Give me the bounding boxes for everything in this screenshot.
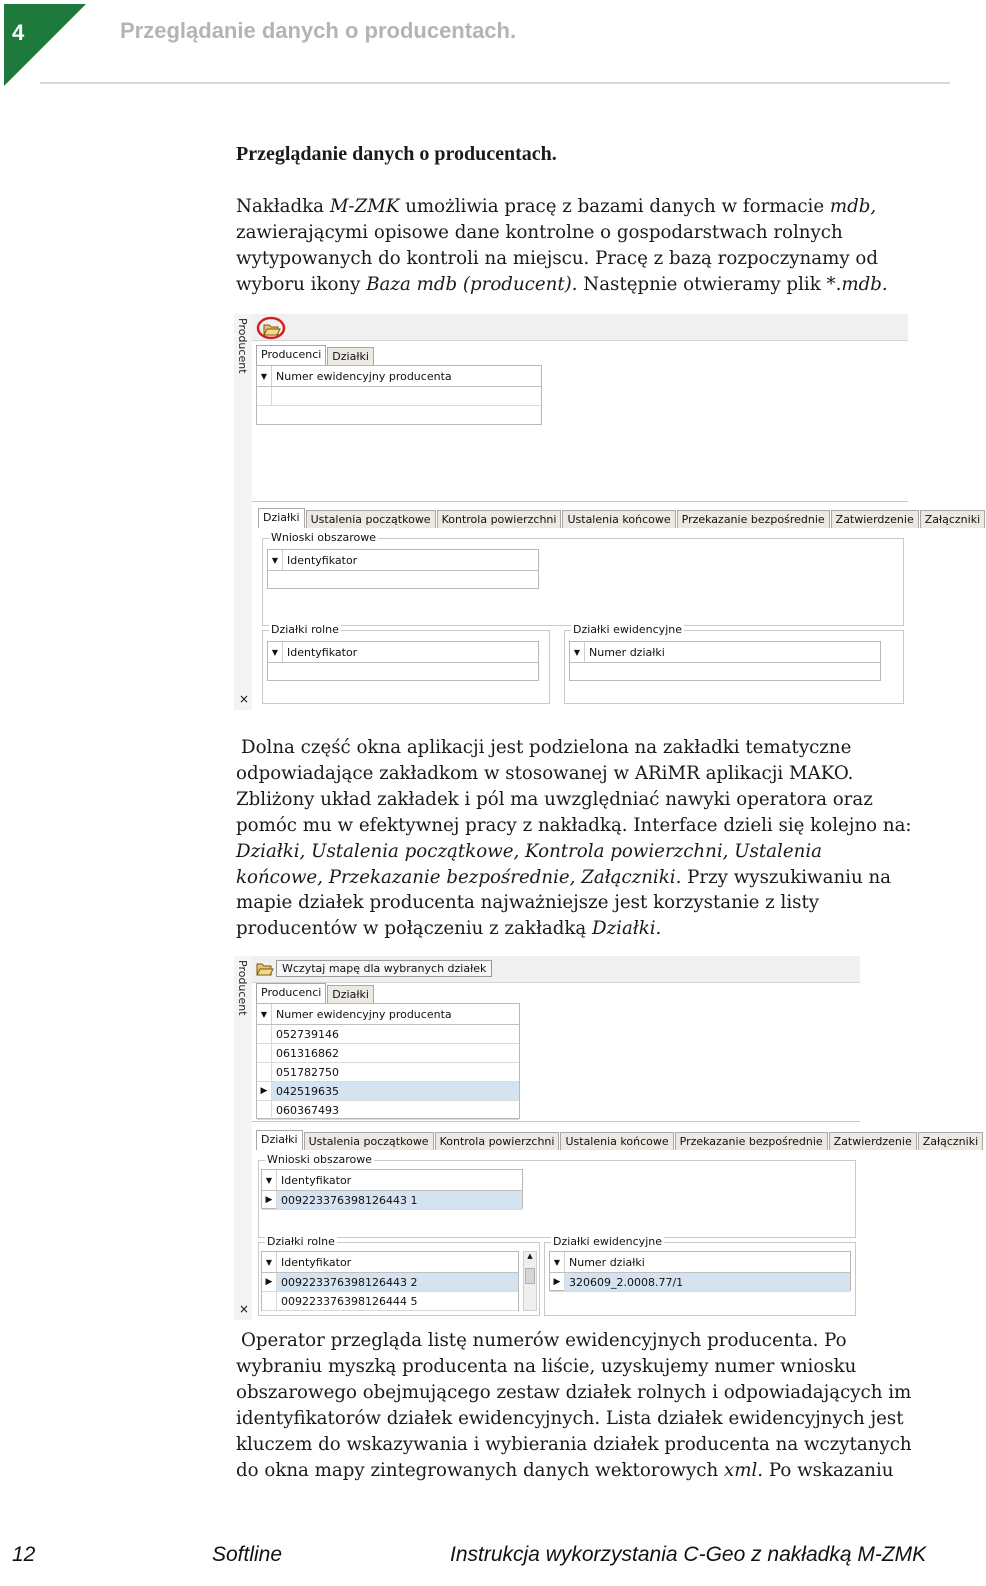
sidebar-label: Producent	[236, 960, 249, 1016]
column-header-numer-dzialki[interactable]: Numer działki	[564, 1252, 645, 1272]
toolbar	[252, 956, 860, 983]
tab-producenci[interactable]: Producenci	[256, 345, 326, 365]
sort-arrow-icon[interactable]: ▼	[260, 371, 268, 381]
group-dzialki-rolne: Działki rolne ▼ Identyfikator ▶ 009223376398126443 2 009223376398126444 5 ▲	[258, 1242, 540, 1316]
producer-number-cell: 060367493	[271, 1101, 519, 1119]
sort-arrow-icon[interactable]: ▼	[271, 647, 279, 657]
table-row[interactable]: ▶ 009223376398126443 1	[262, 1191, 522, 1210]
scroll-up-icon[interactable]: ▲	[527, 1252, 533, 1260]
tab-zalaczniki[interactable]: Załączniki	[920, 510, 985, 528]
producers-panel	[252, 983, 860, 1121]
column-header-producer-number[interactable]: Numer ewidencyjny producenta	[271, 1004, 452, 1024]
table-row[interactable]: 009223376398126444 5	[262, 1292, 518, 1311]
table-row[interactable]	[257, 1082, 519, 1101]
producer-number-cell: 061316862	[271, 1044, 519, 1062]
producer-sidebar	[234, 314, 253, 710]
table-row[interactable]: ▶ 320609_2.0008.77/1	[550, 1273, 850, 1292]
column-header-numer-dzialki[interactable]: Numer działki	[584, 642, 665, 662]
details-panel	[252, 501, 981, 711]
close-icon[interactable]: ×	[239, 692, 250, 706]
footer-doc-title: Instrukcja wykorzystania C-Geo z nakładką M-ZMK	[450, 1543, 927, 1566]
sort-arrow-icon[interactable]: ▼	[271, 555, 279, 565]
sidebar-label: Producent	[236, 318, 249, 374]
row-pointer-icon: ▶	[265, 1277, 273, 1287]
sort-arrow-icon[interactable]: ▼	[553, 1257, 561, 1267]
page-number: 12	[12, 1543, 36, 1566]
column-header-identyfikator[interactable]: Identyfikator	[276, 1170, 351, 1190]
tab-producenci[interactable]: Producenci	[256, 983, 326, 1003]
scroll-thumb[interactable]	[525, 1268, 535, 1284]
chapter-title: Przeglądanie danych o producentach.	[120, 18, 517, 43]
row-pointer-icon: ▶	[265, 1195, 273, 1205]
rolne-grid	[261, 1251, 519, 1311]
tab-zalaczniki[interactable]: Załączniki	[918, 1132, 983, 1150]
producers-grid	[256, 365, 542, 425]
group-wnioski: Wnioski obszarowe ▼ Identyfikator ▶ 009223376398126443 1	[258, 1160, 856, 1238]
app-screenshot-loaded	[234, 956, 979, 1320]
section-heading: Przeglądanie danych o producentach.	[236, 143, 557, 165]
open-database-icon[interactable]	[256, 961, 274, 977]
table-row[interactable]	[257, 1101, 519, 1120]
group-dzialki-ewidencyjne: Działki ewidencyjne ▼ Numer działki	[564, 630, 904, 704]
tab-dzialki-details[interactable]: Działki	[256, 1130, 303, 1150]
table-row[interactable]	[257, 1025, 519, 1044]
group-dzialki-rolne: Działki rolne ▼ Identyfikator	[262, 630, 550, 704]
chapter-number: 4	[12, 20, 25, 45]
operator-paragraph: Operator przegląda listę numerów ewidencyjnych producenta. Po wybraniu myszką producenta na liście, uzyskujemy numer wniosku obszarowego obejmującego zestaw działek rolnych i odpowiadających im identyfikatorów działek ewidencyjnych. Lista działek ewidencyjnych jest kluczem do wskazywania i wybierania działek producenta na wczytanych do okna mapy zintegrowanych danych wektorowych xml. Po wskazaniu	[236, 1330, 912, 1481]
sort-arrow-icon[interactable]: ▼	[573, 647, 581, 657]
open-database-icon[interactable]	[256, 316, 286, 340]
rolne-grid	[267, 641, 539, 681]
column-header-producer-number[interactable]: Numer ewidencyjny producenta	[271, 366, 452, 386]
table-row[interactable]	[257, 1063, 519, 1082]
tab-dzialki[interactable]: Działki	[327, 347, 374, 365]
group-dzialki-ewidencyjne: Działki ewidencyjne ▼ Numer działki ▶ 320609_2.0008.77/1	[544, 1242, 856, 1316]
sort-arrow-icon[interactable]: ▼	[265, 1175, 273, 1185]
table-row[interactable]: ▶ 009223376398126443 2	[262, 1273, 518, 1292]
row-pointer-icon: ▶	[553, 1277, 561, 1287]
column-header-identyfikator[interactable]: Identyfikator	[282, 550, 357, 570]
details-panel	[252, 1121, 979, 1321]
tab-przekazanie-bezposrednie[interactable]: Przekazanie bezpośrednie	[675, 1132, 828, 1150]
header-divider	[40, 82, 950, 84]
producer-number-cell: 042519635	[271, 1082, 519, 1100]
producer-number-cell: 051782750	[271, 1063, 519, 1081]
tab-zatwierdzenie[interactable]: Zatwierdzenie	[831, 510, 919, 528]
ewid-grid	[549, 1251, 851, 1291]
tab-przekazanie-bezposrednie[interactable]: Przekazanie bezpośrednie	[677, 510, 830, 528]
sort-arrow-icon[interactable]: ▼	[260, 1009, 268, 1019]
wnioski-grid	[261, 1169, 523, 1209]
tab-zatwierdzenie[interactable]: Zatwierdzenie	[829, 1132, 917, 1150]
producers-grid	[256, 1003, 520, 1119]
ewid-grid	[569, 641, 881, 681]
tab-dzialki[interactable]: Działki	[327, 985, 374, 1003]
intro-paragraph: Nakładka M-ZMK umożliwia pracę z bazami danych w formacie mdb, zawierającymi opisowe dane kontrolne o gospodarstwach rolnych wytypowanych do kontroli na miejscu. Pracę z bazą rozpoczynamy od wyboru ikony Baza mdb (producent). Następnie otwieramy plik *.mdb.	[236, 196, 888, 295]
producers-panel	[252, 341, 908, 501]
producer-sidebar	[234, 956, 253, 1320]
column-header-identyfikator[interactable]: Identyfikator	[282, 642, 357, 662]
toolbar	[252, 314, 908, 341]
footer-company: Softline	[212, 1543, 283, 1566]
sort-arrow-icon[interactable]: ▼	[265, 1257, 273, 1267]
row-pointer-icon: ▶	[260, 1086, 268, 1096]
table-row[interactable]	[257, 1044, 519, 1063]
column-header-identyfikator[interactable]: Identyfikator	[276, 1252, 351, 1272]
tab-ustalenia-poczatkowe[interactable]: Ustalenia początkowe	[304, 1132, 434, 1150]
tabs-description-paragraph: Dolna część okna aplikacji jest podzielona na zakładki tematyczne odpowiadające zakładkom w stosowanej w ARiMR aplikacji MAKO. Zbliżony układ zakładek i pól ma uwzględniać nawyki operatora oraz pomóc mu w efektywnej pracy z nakładką. Interface dzieli się kolejno na: Działki, Ustalenia początkowe, Kontrola powierzchni, Ustalenia końcowe, Przekazanie bezpośrednie, Załączniki. Przy wyszukiwaniu na mapie działek producenta najważniejsze jest korzystanie z listy producentów w połączeniu z zakładką Działki.	[236, 737, 912, 940]
load-map-button[interactable]: Wczytaj mapę dla wybranych działek	[276, 960, 492, 977]
tab-dzialki-details[interactable]: Działki	[258, 508, 305, 528]
tab-ustalenia-koncowe[interactable]: Ustalenia końcowe	[562, 510, 675, 528]
rolne-scrollbar[interactable]	[523, 1251, 537, 1311]
close-icon[interactable]: ×	[239, 1302, 250, 1316]
group-wnioski: Wnioski obszarowe ▼ Identyfikator	[262, 538, 904, 626]
producer-number-cell: 052739146	[271, 1025, 519, 1043]
tab-kontrola-powierzchni[interactable]: Kontrola powierzchni	[437, 510, 562, 528]
tab-kontrola-powierzchni[interactable]: Kontrola powierzchni	[435, 1132, 560, 1150]
tab-ustalenia-koncowe[interactable]: Ustalenia końcowe	[560, 1132, 673, 1150]
app-screenshot-empty	[234, 314, 981, 710]
wnioski-grid	[267, 549, 539, 589]
tab-ustalenia-poczatkowe[interactable]: Ustalenia początkowe	[306, 510, 436, 528]
